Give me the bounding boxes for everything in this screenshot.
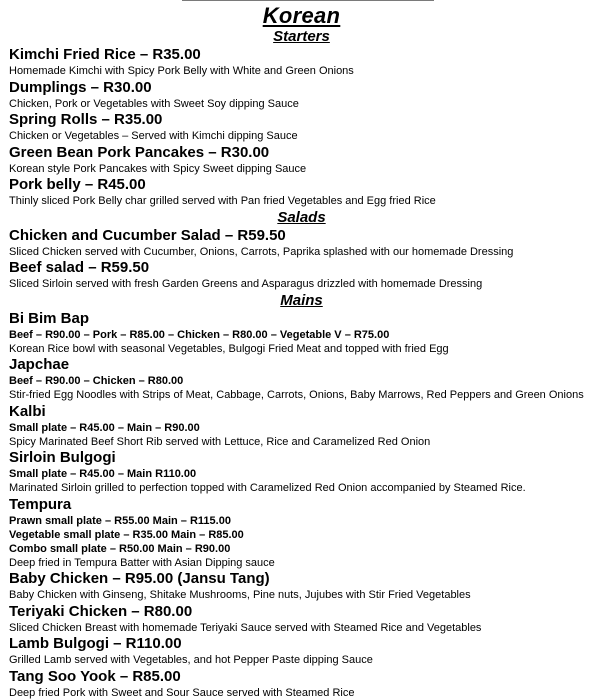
item-price-line: Small plate – R45.00 – Main R110.00: [9, 468, 197, 480]
item-description: Thinly sliced Pork Belly char grilled served with Pan fried Vegetables and Egg fried Rice: [9, 195, 436, 207]
item-description: Deep fried in Tempura Batter with Asian Dipping sauce: [9, 556, 275, 569]
menu-item: [9, 496, 594, 571]
menu-item: [9, 356, 594, 403]
item-name: Baby Chicken – R95.00 (Jansu Tang): [9, 570, 270, 587]
section-title-mains: Mains: [280, 291, 323, 309]
item-name: Lamb Bulgogi – R110.00: [9, 635, 182, 652]
item-description: Spicy Marinated Beef Short Rib served with Lettuce, Rice and Caramelized Red Onion: [9, 435, 431, 448]
item-name: Tempura: [9, 495, 72, 513]
item-description: Chicken or Vegetables – Served with Kimchi dipping Sauce: [9, 130, 298, 142]
item-name: Green Bean Pork Pancakes – R30.00: [9, 143, 270, 161]
item-price-line: Combo small plate – R50.00 Main – R90.00: [9, 542, 231, 555]
menu-item: [9, 403, 594, 450]
menu-item: [9, 259, 594, 292]
item-name: Dumplings – R30.00: [9, 78, 152, 96]
item-price-line: Small plate – R45.00 – Main – R90.00: [9, 421, 200, 434]
menu-item: [9, 635, 594, 668]
item-description: Baby Chicken with Ginseng, Shitake Mushrooms, Pine nuts, Jujubes with Stir Fried Vegetables: [9, 589, 471, 601]
item-name: Spring Rolls – R35.00: [9, 111, 163, 128]
item-description: Marinated Sirloin grilled to perfection topped with Caramelized Red Onion accompanied by Steamed Rice.: [9, 482, 526, 494]
menu-item: [9, 227, 594, 260]
menu-item: [9, 603, 594, 636]
item-description: Deep fried Pork with Sweet and Sour Sauce served with Steamed Rice: [9, 686, 355, 699]
menu-item: [9, 46, 594, 79]
item-name: Kalbi: [9, 402, 46, 420]
menu-item: [9, 79, 594, 112]
item-description: Homemade Kimchi with Spicy Pork Belly with White and Green Onions: [9, 65, 354, 77]
menu-item: [9, 144, 594, 177]
item-description: Sliced Sirloin served with fresh Garden Greens and Asparagus drizzled with homemade Dressing: [9, 278, 483, 290]
page-title: Korean: [262, 3, 341, 28]
item-description: Grilled Lamb served with Vegetables, and hot Pepper Paste dipping Sauce: [9, 654, 373, 666]
item-name: Teriyaki Chicken – R80.00: [9, 602, 193, 620]
menu-item: [9, 570, 594, 603]
item-description: Chicken, Pork or Vegetables with Sweet Soy dipping Sauce: [9, 97, 299, 110]
item-price-line: Beef – R90.00 – Pork – R85.00 – Chicken – R80.00 – Vegetable V – R75.00: [9, 328, 390, 341]
item-description: Sliced Chicken served with Cucumber, Onions, Carrots, Paprika splashed with our homemade Dressing: [9, 245, 514, 258]
item-name: Bi Bim Bap: [9, 309, 90, 327]
item-price-line: Prawn small plate – R55.00 Main – R115.00: [9, 514, 231, 527]
menu-item: [9, 176, 594, 209]
item-price-line: Vegetable small plate – R35.00 Main – R85.00: [9, 528, 244, 541]
item-name: Chicken and Cucumber Salad – R59.50: [9, 226, 286, 244]
menu: [9, 3, 594, 700]
item-description: Korean style Pork Pancakes with Spicy Sweet dipping Sauce: [9, 162, 307, 175]
menu-item: [9, 449, 594, 496]
item-price-line: Beef – R90.00 – Chicken – R80.00: [9, 375, 184, 387]
menu-item: [9, 111, 594, 144]
item-name: Kimchi Fried Rice – R35.00: [9, 46, 201, 63]
item-name: Tang Soo Yook – R85.00: [9, 667, 181, 685]
section-title-salads: Salads: [277, 208, 326, 226]
item-description: Sliced Chicken Breast with homemade Teriyaki Sauce served with Steamed Rice and Vegetables: [9, 621, 482, 634]
top-rule: [182, 0, 434, 1]
item-name: Beef salad – R59.50: [9, 259, 150, 276]
item-name: Sirloin Bulgogi: [9, 449, 116, 466]
item-description: Stir-fried Egg Noodles with Strips of Meat, Cabbage, Carrots, Onions, Baby Marrows, Red Peppers and Green Onions: [9, 389, 584, 401]
item-description: Korean Rice bowl with seasonal Vegetables, Bulgogi Fried Meat and topped with fried Egg: [9, 342, 449, 355]
item-name: Japchae: [9, 356, 70, 373]
section-title-starters: Starters: [273, 28, 330, 45]
menu-item: [9, 668, 594, 700]
item-name: Pork belly – R45.00: [9, 176, 146, 193]
menu-item: [9, 310, 594, 357]
